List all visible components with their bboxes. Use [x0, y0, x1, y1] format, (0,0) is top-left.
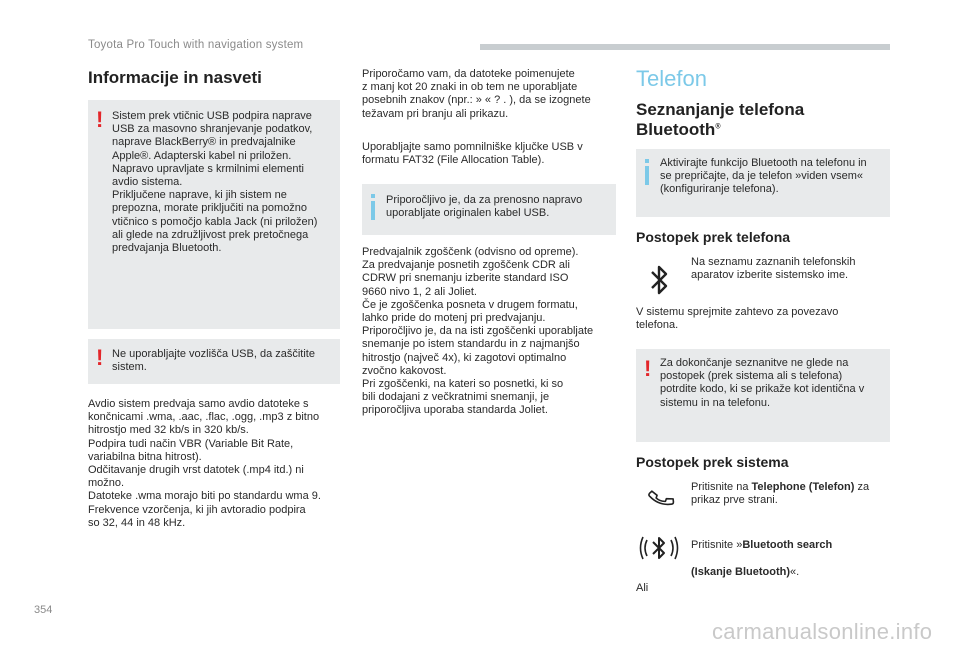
- exclamation-icon: !: [96, 345, 104, 370]
- accept-request-text: V sistemu sprejmite zahtevo za povezavo telefona.: [636, 306, 839, 332]
- warning-text-code: Za dokončanje seznanitve ne glede na postopek (prek sistema ali s telefona) potrdite kodo, ki se prikaže kot identična v sistemu in na telefonu.: [660, 357, 865, 409]
- info-text-bluetooth: Aktivirajte funkcijo Bluetooth na telefonu in se prepričajte, da je telefon »viden vsem« (konfiguriranje telefona).: [660, 157, 867, 196]
- audio-formats-text: Avdio sistem predvaja samo avdio datoteke s končnicami .wma, .aac, .flac, .ogg, .mp3 z bitno hitrostjo med 32 kb/s in 320 kb/s. Podpira tudi način VBR (Variable Bit Rate, variabilna bitna hitrost). Odčitavanje drugih vrst datotek (.mp4 itd.) ni možno. Datoteke .wma morajo biti po standardu wma 9. Frekvence vzorčenja, ki jih avtoradio podpira so 32, 44 in 48 kHz.: [88, 398, 321, 529]
- filename-advice-text: Priporočamo vam, da datoteke poimenujete z manj kot 20 znaki in ob tem ne uporabljate posebnih znakov (npr.: » « ? . ), da se izognete težavam pri branju ali prikazu.: [362, 68, 591, 120]
- bluetooth-search-icon: [638, 528, 680, 570]
- watermark: carmanualsonline.info: [712, 619, 933, 644]
- page-number: 354: [34, 604, 53, 616]
- fat32-text: Uporabljajte samo pomnilniške ključke USB v formatu FAT32 (File Allocation Table).: [362, 141, 583, 167]
- phone-step-text: Na seznamu zaznanih telefonskih aparatov izberite sistemsko ime.: [691, 256, 856, 282]
- step-bluetooth-search: Pritisnite »Bluetooth search (Iskanje Bluetooth)«.: [691, 539, 833, 578]
- warning-text-hub: Ne uporabljajte vozlišča USB, da zaščitite sistem.: [112, 348, 315, 374]
- exclamation-icon: !: [644, 356, 652, 381]
- section-heading-phone-procedure: Postopek prek telefona: [636, 229, 791, 245]
- running-header: Toyota Pro Touch with navigation system: [88, 39, 304, 51]
- info-box-bluetooth: [636, 149, 890, 217]
- warning-box-code: [636, 349, 890, 442]
- exclamation-icon: !: [96, 107, 104, 132]
- step-press-telephone: Pritisnite na Telephone (Telefon) za prikaz prve strani.: [691, 481, 870, 507]
- pairing-heading-line1: Seznanjanje telefona: [636, 100, 805, 119]
- header-bar: [480, 44, 890, 50]
- warning-box-hub: [88, 339, 340, 384]
- info-icon: [368, 194, 378, 220]
- warning-box-usb: [88, 100, 340, 329]
- ali-text: Ali: [636, 582, 649, 594]
- chapter-title-telefon: Telefon: [636, 66, 707, 91]
- cd-player-text: Predvajalnik zgoščenk (odvisno od opreme). Za predvajanje posnetih zgoščenk CDR ali CDRW pri snemanju izberite standard ISO 9660 nivo 1, 2 ali Joliet. Če je zgoščenka posneta v drugem formatu, lahko pride do motenj pri predvajanju. Priporočljivo je, da na isti zgoščenki uporabljate snemanje po istem standardu in z najmanjšo hitrostjo (največ 4x), ki zagotovi optimalno zvočno kakovost. Pri zgoščenki, na kateri so posnetki, ki so bili dodajani z večkratnimi snemanji, je priporočljiva uporaba standarda Joliet.: [362, 246, 594, 417]
- info-box-cable: [362, 184, 616, 235]
- info-icon: [642, 159, 652, 185]
- phone-handset-icon: [646, 484, 676, 514]
- section-heading-system-procedure: Postopek prek sistema: [636, 454, 789, 470]
- section-heading-pairing: [636, 100, 804, 140]
- section-heading-info: Informacije in nasveti: [88, 68, 262, 87]
- pairing-heading-line2: Bluetooth®: [636, 120, 721, 139]
- bluetooth-icon: [648, 262, 672, 298]
- warning-text-usb: Sistem prek vtičnic USB podpira naprave USB za masovno shranjevanje podatkov, naprave BlackBerry® in predvajalnike Apple®. Adapterski kabel ni priložen. Napravo upravljate s krmilnimi elementi avdio sistema. Priključene naprave, ki jih sistem ne prepozna, morate priključiti na pomožno vtičnico s pomočjo kabla Jack (ni priložen) ali glede na združljivost prek pretočnega predvajanja Bluetooth.: [112, 110, 318, 255]
- info-text-cable: Priporočljivo je, da za prenosno napravo uporabljate originalen kabel USB.: [386, 194, 583, 220]
